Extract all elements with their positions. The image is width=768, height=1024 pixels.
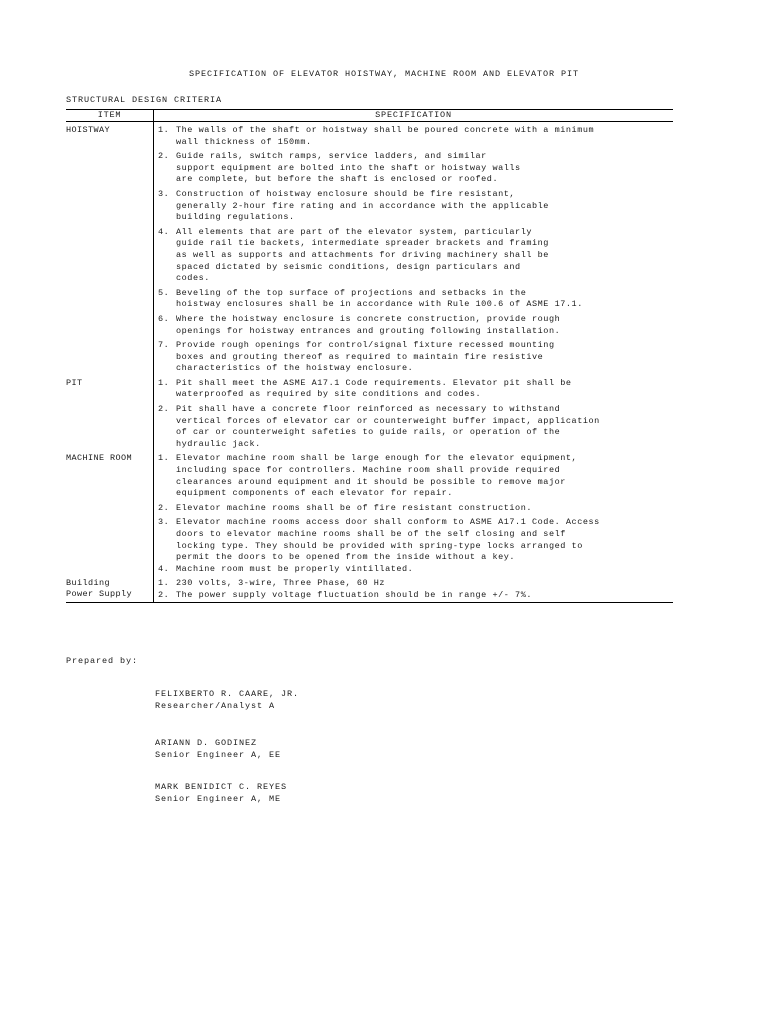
spec-clause: [158, 578, 673, 590]
signatory-position: Researcher/Analyst A: [155, 701, 276, 711]
clause-text: [176, 453, 577, 499]
signatory-block: [155, 781, 287, 805]
item-column-header: ITEM: [66, 110, 154, 121]
spec-clause: [158, 314, 673, 337]
clause-line: The walls of the shaft or hoistway shall be poured concrete with a minimum: [176, 125, 595, 135]
clause-line: openings for hoistway entrances and grouting following installation.: [176, 325, 561, 336]
clause-line: equipment components of each elevator for repair.: [176, 488, 453, 499]
clause-number: 2.: [158, 151, 170, 162]
item-label: HOISTWAY: [66, 125, 111, 135]
spec-clause: [158, 288, 673, 311]
specification-cell: [154, 575, 673, 601]
spec-clause: [158, 453, 673, 499]
clause-number: 5.: [158, 287, 170, 298]
clause-text: [176, 564, 413, 576]
clause-line: doors to elevator machine rooms shall be of the self closing and self: [176, 529, 566, 539]
item-cell: [66, 575, 154, 601]
clause-line: Construction of hoistway enclosure should be fire resistant,: [176, 188, 516, 199]
item-cell: [66, 122, 154, 375]
clause-number: 2.: [158, 589, 170, 600]
clause-line: clearances around equipment and it should be possible to remove major: [176, 476, 566, 487]
clause-line: are complete, but before the shaft is enclosed or roofed.: [176, 174, 499, 185]
clause-line: as well as supports and attachments for driving machinery shall be: [176, 249, 549, 260]
clause-line: Provide rough openings for control/signal fixture recessed mounting: [176, 340, 555, 351]
clause-line: support equipment are bolted into the shaft or hoistway walls: [176, 162, 521, 173]
clause-text: [176, 578, 385, 590]
signatory-position: Senior Engineer A, EE: [155, 750, 282, 760]
prepared-by-label: Prepared by:: [66, 656, 139, 666]
clause-text: [176, 151, 521, 186]
spec-clause: [158, 151, 673, 186]
clause-text: [176, 590, 532, 602]
clause-line: Elevator machine rooms shall be of fire resistant construction.: [176, 502, 533, 513]
specification-table: [66, 109, 673, 603]
clause-number: 1.: [158, 125, 170, 135]
clause-line: spaced dictated by seismic conditions, design particulars and: [176, 261, 521, 272]
signatory-block: [155, 737, 281, 761]
clause-number: 6.: [158, 313, 170, 324]
clause-number: 4.: [158, 226, 170, 237]
clause-number: 1.: [158, 377, 170, 388]
specification-cell: [154, 450, 673, 575]
spec-clause: [158, 590, 673, 602]
clause-number: 2.: [158, 502, 170, 513]
clause-line: including space for controllers. Machine room shall provide required: [176, 465, 561, 476]
spec-clause: [158, 227, 673, 285]
clause-text: [176, 517, 600, 563]
clause-line: Beveling of the top surface of projections and setbacks in the: [176, 287, 527, 298]
clause-number: 7.: [158, 340, 170, 351]
clause-line: vertical forces of elevator car or counterweight buffer impact, application: [176, 415, 600, 426]
specification-column-header: SPECIFICATION: [375, 110, 452, 120]
item-label: MACHINE ROOM: [66, 453, 133, 464]
item-label: PIT: [66, 377, 83, 388]
clause-line: of car or counterweight safeties to guide rails, or operation of the: [176, 427, 561, 438]
spec-clause: [158, 340, 673, 375]
signatory-name: ARIANN D. GODINEZ: [155, 738, 258, 748]
spec-clause: [158, 125, 673, 148]
clause-number: 2.: [158, 404, 170, 415]
spec-clause: [158, 503, 673, 515]
clause-line: Pit shall meet the ASME A17.1 Code requirements. Elevator pit shall be: [176, 377, 572, 388]
item-label: Building: [66, 578, 111, 589]
item-cell: [66, 450, 154, 575]
document-title: SPECIFICATION OF ELEVATOR HOISTWAY, MACHINE ROOM AND ELEVATOR PIT: [188, 69, 580, 79]
clause-text: [176, 227, 549, 285]
clause-line: guide rail tie backets, intermediate spreader brackets and framing: [176, 238, 549, 249]
clause-text: [176, 340, 555, 375]
spec-clause: [158, 564, 673, 576]
item-cell: [66, 375, 154, 451]
document-subtitle: STRUCTURAL DESIGN CRITERIA: [66, 95, 223, 105]
clause-text: [176, 404, 600, 450]
clause-line: Machine room must be properly vintillated.: [176, 563, 414, 574]
item-label: Power Supply: [66, 589, 133, 600]
table-row: [66, 375, 673, 451]
table-row: [66, 575, 673, 601]
clause-number: 3.: [158, 188, 170, 199]
clause-number: 3.: [158, 517, 170, 528]
signatory-name: FELIXBERTO R. CAARE, JR.: [155, 689, 300, 699]
signatory-position: Senior Engineer A, ME: [155, 794, 282, 804]
clause-line: boxes and grouting thereof as required to maintain fire resistive: [176, 351, 544, 362]
spec-clause: [158, 189, 673, 224]
clause-line: permit the doors to be opened from the inside without a key.: [176, 552, 516, 563]
clause-line: generally 2-hour fire rating and in accordance with the applicable: [176, 200, 549, 211]
table-row: [66, 450, 673, 575]
clause-line: Elevator machine rooms access door shall conform to ASME A17.1 Code. Access: [176, 517, 600, 528]
clause-line: 230 volts, 3-wire, Three Phase, 60 Hz: [176, 578, 386, 589]
clause-text: [176, 378, 572, 401]
clause-line: building regulations.: [176, 212, 295, 223]
clause-line: characteristics of the hoistway enclosure.: [176, 363, 414, 374]
clause-line: Guide rails, switch ramps, service ladders, and similar: [176, 151, 487, 162]
clause-text: [176, 125, 594, 148]
clause-line: All elements that are part of the elevator system, particularly: [176, 226, 533, 237]
clause-line: The power supply voltage fluctuation should be in range +/- 7%.: [176, 589, 533, 600]
spec-clause: [158, 517, 673, 563]
clause-line: Pit shall have a concrete floor reinforced as necessary to withstand: [176, 404, 561, 415]
clause-line: hoistway enclosures shall be in accordance with Rule 100.6 of ASME 17.1.: [176, 299, 583, 310]
signatory-block: [155, 688, 299, 712]
clause-text: [176, 288, 583, 311]
clause-line: waterproofed as required by site conditions and codes.: [176, 389, 482, 400]
clause-text: [176, 189, 549, 224]
spec-clause: [158, 404, 673, 450]
spec-clause: [158, 378, 673, 401]
clause-line: locking type. They should be provided with spring-type locks arranged to: [176, 540, 583, 551]
specification-cell: [154, 122, 673, 375]
table-header: [66, 110, 673, 122]
clause-number: 4.: [158, 563, 170, 574]
clause-text: [176, 503, 532, 515]
clause-line: Where the hoistway enclosure is concrete construction, provide rough: [176, 313, 561, 324]
specification-cell: [154, 375, 673, 451]
signatory-name: MARK BENIDICT C. REYES: [155, 782, 288, 792]
table-body: [66, 122, 673, 602]
clause-line: Elevator machine room shall be large enough for the elevator equipment,: [176, 453, 578, 464]
clause-line: hydraulic jack.: [176, 438, 261, 449]
clause-line: wall thickness of 150mm.: [176, 136, 312, 147]
clause-line: codes.: [176, 273, 210, 284]
clause-number: 1.: [158, 453, 170, 464]
table-row: [66, 122, 673, 375]
clause-number: 1.: [158, 578, 170, 589]
clause-text: [176, 314, 560, 337]
